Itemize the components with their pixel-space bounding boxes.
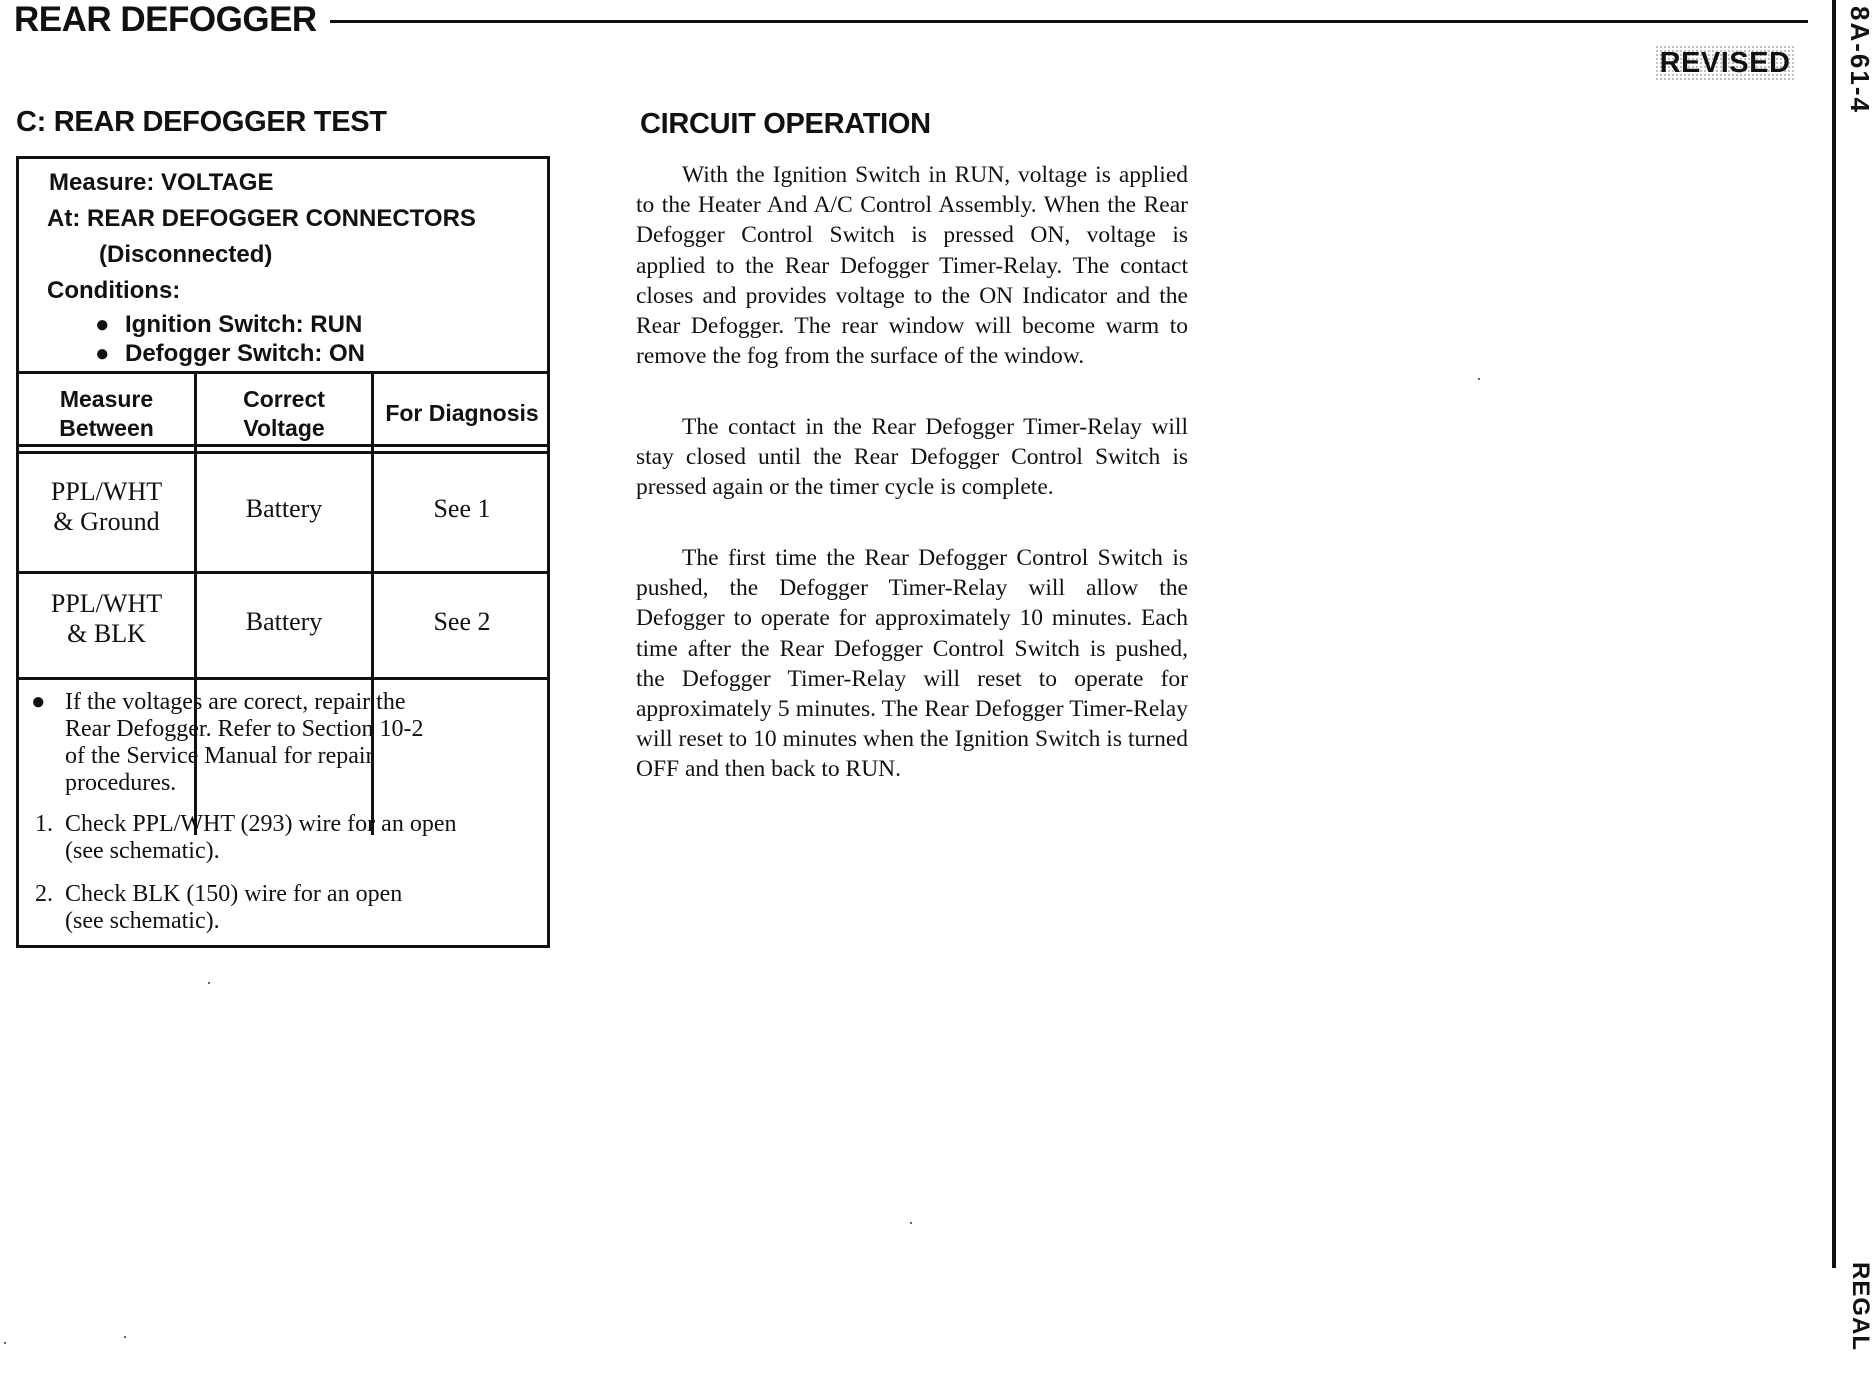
circuit-paragraph: The contact in the Rear Defogger Timer-Relay will stay closed until the Rear Defogger Control Switch is pressed again or the timer cycle is complete. [636, 414, 1188, 501]
note-text [65, 689, 424, 797]
test-section-title: C: REAR DEFOGGER TEST [16, 106, 387, 138]
step-number: 2. [35, 881, 53, 907]
scan-speck [208, 982, 210, 984]
note-text [65, 881, 402, 935]
note-line: Check BLK (150) wire for an open [65, 881, 403, 907]
cell-line: & BLK [67, 619, 146, 648]
header-line: For Diagnosis [385, 400, 539, 426]
cell-voltage: Battery [245, 494, 323, 523]
header-rule-bottom [19, 451, 547, 454]
cell-diagnosis: See 1 [433, 494, 491, 523]
cell-diagnosis: See 2 [433, 607, 491, 636]
condition-text: Ignition Switch: RUN [125, 311, 363, 338]
header-line: Between [59, 415, 154, 441]
right-margin-rule [1832, 0, 1836, 1268]
cell-line: PPL/WHT [50, 589, 163, 618]
scan-speck [910, 1222, 912, 1224]
cell-between [19, 589, 194, 649]
header-rule [330, 20, 1808, 23]
bullet-icon: ● [95, 311, 110, 338]
conditions-label: Conditions: [47, 277, 181, 304]
row-divider [19, 677, 547, 680]
table-header [374, 399, 550, 428]
step-number: 1. [35, 811, 53, 837]
row-divider [19, 571, 547, 574]
divider [19, 371, 547, 374]
header-rule-top [19, 444, 547, 447]
page-number: 8A-61-4 [1845, 6, 1875, 114]
note-line: Rear Defogger. Refer to Section 10-2 [65, 716, 424, 742]
note-line: Check PPL/WHT (293) wire for an open [65, 811, 457, 837]
bullet-icon: ● [95, 340, 110, 367]
revised-stamp: REVISED [1655, 45, 1795, 81]
measure-line: Measure: VOLTAGE [49, 169, 274, 196]
header-line: Correct [243, 386, 325, 412]
scan-speck [1478, 378, 1480, 380]
table-header [197, 385, 371, 443]
note-step-2 [35, 881, 545, 941]
note-repair [31, 689, 541, 809]
bullet-icon: ● [31, 689, 46, 715]
circuit-paragraph: The first time the Rear Defogger Control Switch is pushed, the Defogger Timer-Relay will allow the Defogger to operate for approximately 10 minutes. Each time after the Rear Defogger Control Switch is pushed, the Defogger Timer-Relay will reset to operate for approximately 5 minutes. The Rear Defogger Timer-Relay will reset to 10 minutes when the Ignition Switch is turned OFF and then back to RUN. [636, 545, 1188, 783]
note-line: (see schematic). [65, 908, 220, 934]
at-detail: (Disconnected) [99, 241, 273, 268]
note-line: (see schematic). [65, 838, 220, 864]
cell-voltage: Battery [245, 607, 323, 636]
condition-item [95, 311, 362, 339]
header-line: Voltage [243, 415, 325, 441]
note-line: If the voltages are corect, repair the [65, 689, 406, 715]
condition-text: Defogger Switch: ON [125, 340, 366, 367]
at-line: At: REAR DEFOGGER CONNECTORS [47, 205, 476, 232]
note-step-1 [35, 811, 545, 871]
model-label: REGAL [1847, 1262, 1874, 1351]
note-line: procedures. [65, 770, 177, 796]
condition-item [95, 340, 365, 368]
scan-speck [4, 1342, 6, 1344]
table-header [19, 385, 194, 443]
cell-between [19, 477, 194, 537]
header-line: Measure [59, 386, 154, 412]
scan-speck [124, 1336, 126, 1338]
note-line: of the Service Manual for repair [65, 743, 374, 769]
cell-line: & Ground [53, 507, 160, 536]
note-text [65, 811, 456, 865]
cell-line: PPL/WHT [50, 477, 163, 506]
circuit-paragraph: With the Ignition Switch in RUN, voltage is applied to the Heater And A/C Control Assembly. When the Rear Defogger Control Switch is pressed ON, voltage is applied to the Rear Defogger Timer-Relay. The contact closes and provides voltage to the ON Indicator and the Rear Defogger. The rear window will become warm to remove the fog from the surface of the window. [636, 162, 1188, 370]
test-procedure-box [16, 156, 550, 948]
circuit-operation-title: CIRCUIT OPERATION [640, 108, 931, 140]
page-title: REAR DEFOGGER [14, 0, 317, 39]
